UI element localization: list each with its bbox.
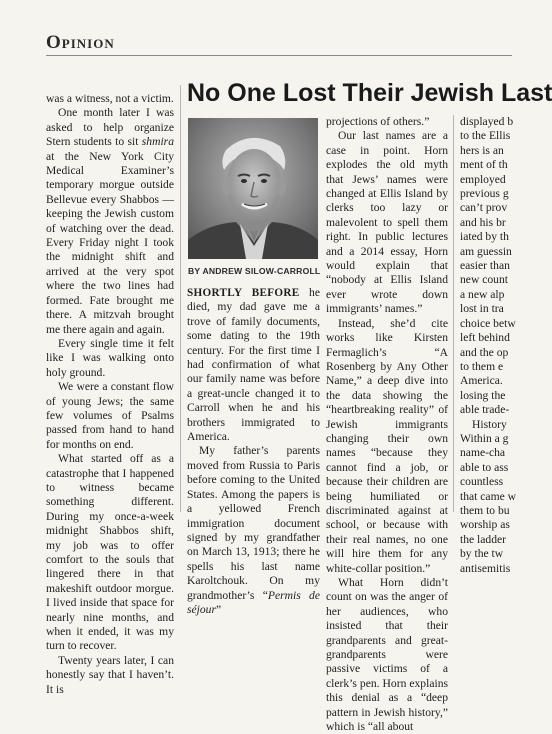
italic-text: shmira — [141, 135, 174, 149]
paragraph-text-continued: at the New York City Medical Examiner’s temporary morgue outside Bellevue every Shabbos — keeping the Jewish custom of watching over the dead. Every Friday night I took the midnight shift and arrived at the very spot where the two lines had formed. Fate brought me there. A mitzvah brought me there again and again. — [46, 149, 174, 336]
paragraph — [46, 337, 174, 380]
paragraph-text: and the op — [460, 345, 509, 359]
paragraph-text-continued: ” — [215, 602, 222, 616]
paragraph-text: hers is an — [460, 143, 504, 157]
paragraph — [187, 286, 320, 444]
paragraph — [460, 129, 520, 143]
paragraph-text: What started off as a catastrophe that I happened to witness became something different. During my once-a-week midnight Shabbos shift, my job was to offer comfort to the souls that lingered there in that makeshift outdoor morgue. I lived inside that space for nearly nine months, and when it ended, it was my turn to recover. — [46, 452, 174, 653]
paragraph-text: to the Ellis — [460, 129, 511, 143]
paragraph-text: am guessin — [460, 244, 512, 258]
paragraph — [460, 418, 520, 432]
paragraph-text: Within a g — [460, 431, 509, 445]
paragraph-text: able to ass — [460, 460, 509, 474]
article-column-3 — [326, 115, 448, 734]
paragraph — [460, 504, 520, 518]
paragraph — [460, 518, 520, 532]
article-column-1 — [46, 92, 174, 696]
section-header: Opinion — [46, 32, 115, 53]
paragraph-text: antisemitis — [460, 561, 511, 575]
paragraph — [460, 173, 520, 187]
paragraph — [460, 230, 520, 244]
paragraph-text: We were a constant flow of young Jews; the same few volumes of Psalms passed from hand to hand for months on end. — [46, 380, 174, 451]
paragraph-text: Our last names are a case in point. Horn explodes the old myth that Jews’ names were changed at Ellis Island by clerks too lazy or malevolent to spell them right. In public lectures and a 2014 essay, Horn would explain that “nobody at Ellis Island ever wrote down immigrants’ names.” — [326, 129, 448, 316]
paragraph — [460, 446, 520, 460]
paragraph-text: name-cha — [460, 446, 506, 460]
byline: BY ANDREW SILOW-CARROLL — [188, 266, 321, 276]
paragraph-text: America. — [460, 374, 503, 388]
paragraph-text: to them e — [460, 359, 504, 373]
paragraph — [460, 158, 520, 172]
paragraph-text: left behind — [460, 331, 510, 345]
paragraph-text: My father’s parents moved from Russia to Paris before coming to the United States. Among the papers is a yellowed French immigration document signed by my grandfather on March 13, 1913; there he spells his last name Karoltchouk. On my grandmother’s “ — [187, 444, 320, 602]
paragraph — [460, 115, 520, 129]
author-photo — [188, 118, 318, 259]
paragraph — [460, 547, 520, 561]
paragraph — [460, 374, 520, 388]
paragraph — [460, 490, 520, 504]
article-headline: No One Lost Their Jewish Last — [187, 79, 552, 107]
header-rule — [46, 55, 512, 56]
paragraph — [460, 201, 520, 215]
lead-in: SHORTLY BEFORE — [187, 287, 300, 299]
paragraph-text: new count — [460, 273, 508, 287]
paragraph-text: he died, my dad gave me a trove of family documents, some dating to the 19th century. For the first time I had confirmation of what our family name was before a great-uncle changed it to Carroll when he and his brothers immigrated to America. — [187, 286, 320, 444]
paragraph-text: can’t prov — [460, 201, 508, 215]
paragraph-text: and his br — [460, 215, 506, 229]
paragraph-text: History — [472, 417, 507, 431]
paragraph — [460, 461, 520, 475]
paragraph-text: losing the — [460, 388, 506, 402]
paragraph — [46, 452, 174, 654]
paragraph-text: choice betw — [460, 316, 516, 330]
paragraph — [326, 115, 448, 129]
paragraph — [460, 403, 520, 417]
article-column-2 — [187, 286, 320, 616]
article-column-4 — [460, 115, 520, 575]
paragraph — [460, 187, 520, 201]
paragraph — [460, 245, 520, 259]
paragraph-text: Every single time it felt like I was walking onto holy ground. — [46, 336, 174, 379]
paragraph-text: worship as — [460, 518, 510, 532]
paragraph — [460, 288, 520, 302]
paragraph-text: iated by th — [460, 230, 509, 244]
paragraph-text: them to bu — [460, 503, 510, 517]
paragraph — [326, 129, 448, 316]
paragraph — [460, 475, 520, 489]
paragraph-text: previous g — [460, 187, 509, 201]
paragraph-text: able trade- — [460, 403, 510, 417]
paragraph — [460, 360, 520, 374]
paragraph — [460, 317, 520, 331]
paragraph-text: was a witness, not a victim. — [46, 92, 174, 105]
author-portrait-photo-icon — [188, 118, 318, 259]
paragraph-text: Instead, she’d cite works like Kirsten Fermaglich’s “A Rosenberg by Any Other Name,” a deep dive into the data showing the “heartbreaking reality” of Jewish immigrants changing their own names “because they cannot find a job, or because their children are being humiliated or discriminated against at school, or because with their real names, no one will hire them for any white-collar position.” — [326, 316, 448, 575]
paragraph-text: projections of others.” — [326, 115, 430, 128]
paragraph-text: ment of th — [460, 158, 508, 172]
paragraph-text: employed — [460, 172, 506, 186]
paragraph — [460, 273, 520, 287]
paragraph-text: lost in tra — [460, 302, 504, 316]
paragraph-text: countless — [460, 475, 504, 489]
paragraph — [326, 576, 448, 734]
paragraph — [460, 331, 520, 345]
paragraph — [46, 654, 174, 697]
paragraph — [460, 432, 520, 446]
column-rule-2 — [453, 115, 454, 512]
paragraph — [460, 389, 520, 403]
paragraph-text: a new alp — [460, 287, 505, 301]
paragraph — [326, 317, 448, 576]
paragraph-text: the ladder — [460, 532, 507, 546]
paragraph — [460, 259, 520, 273]
paragraph-text: that came w — [460, 489, 517, 503]
paragraph-text: One month later I was asked to help organize Stern students to sit — [46, 106, 174, 149]
paragraph — [460, 216, 520, 230]
paragraph — [460, 562, 520, 576]
paragraph — [460, 346, 520, 360]
paragraph — [46, 92, 174, 106]
paragraph — [187, 444, 320, 617]
italic-text: Permis de séjour — [187, 588, 320, 616]
paragraph-text: easier than — [460, 259, 510, 273]
column-rule-1 — [180, 85, 181, 512]
paragraph-text: What Horn didn’t count on was the anger of her audiences, who insisted that their grandparents and great-grandparents were passive victims of a clerk’s pen. Horn explains this denial as a “deep pattern in Jewish history,” which is “all about — [326, 576, 448, 734]
paragraph — [46, 106, 174, 337]
paragraph — [460, 302, 520, 316]
paragraph-text: by the tw — [460, 547, 504, 561]
paragraph-text: Twenty years later, I can honestly say that I haven’t. It is — [46, 653, 174, 696]
paragraph-text: displayed b — [460, 115, 514, 128]
paragraph — [460, 144, 520, 158]
paragraph — [460, 533, 520, 547]
paragraph — [46, 380, 174, 452]
